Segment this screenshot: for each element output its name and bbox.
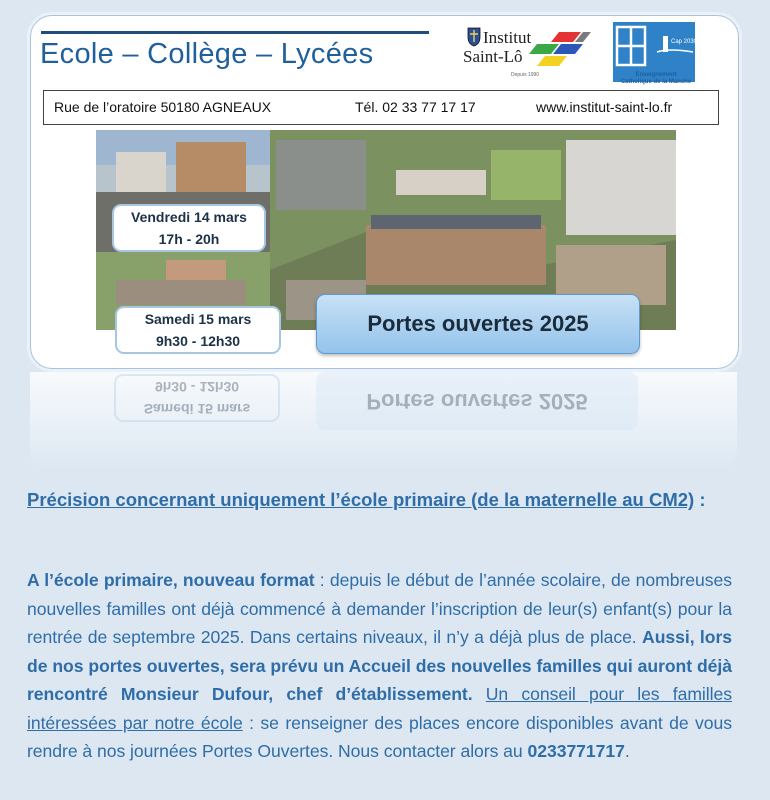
flyer-reflection bbox=[30, 372, 737, 472]
date-saturday-label: Samedi 15 mars bbox=[144, 311, 252, 327]
contact-phone-bold: 0233771717 bbox=[527, 741, 625, 761]
date-friday-label: Vendredi 14 mars bbox=[131, 209, 247, 225]
date-saturday-hours: 9h30 - 12h30 bbox=[155, 333, 241, 349]
primary-school-notice-body bbox=[27, 566, 732, 766]
logo-text-saint-lo: Saint-Lô bbox=[463, 47, 523, 66]
reflection-date bbox=[114, 374, 280, 422]
date-friday bbox=[112, 204, 266, 252]
logo-text-since: Depuis 1990 bbox=[511, 72, 540, 78]
website-link[interactable]: www.institut-saint-lo.fr bbox=[536, 99, 673, 115]
reflection-date-hours: 9h30 - 12h30 bbox=[154, 379, 240, 395]
title-rule bbox=[41, 31, 429, 34]
reflection-date-label: Samedi 15 mars bbox=[143, 401, 251, 417]
shield-icon bbox=[467, 27, 481, 47]
school-title: Ecole – Collège – Lycées bbox=[40, 38, 374, 70]
contact-bar bbox=[43, 90, 719, 125]
ec-caption: Enseignement Catholique de la Manche bbox=[620, 72, 692, 85]
date-friday-hours: 17h - 20h bbox=[158, 231, 220, 247]
institut-saint-lo-logo bbox=[459, 22, 594, 80]
reflection-banner: Portes ouvertes 2025 bbox=[316, 372, 638, 430]
precision-suffix: : bbox=[694, 489, 706, 510]
phone: Tél. 02 33 77 17 17 bbox=[355, 99, 476, 115]
body-lead-bold: A l’école primaire, nouveau format bbox=[27, 570, 315, 590]
logo-text-institut: Institut bbox=[483, 28, 532, 47]
open-days-banner: Portes ouvertes 2025 bbox=[316, 294, 640, 354]
address: Rue de l’oratoire 50180 AGNEAUX bbox=[54, 99, 272, 115]
body-advice-underlined: Un conseil pour les familles intéressées par notre école bbox=[27, 684, 732, 733]
body-text-1: : depuis le début de l’année scolaire, de nombreuses nouvelles familles ont déjà commencé à demander l’inscription de leur(s) enfant(s) pour la rentrée de septembre 2025. Dans certains niveaux, il n’y a déjà plus de place. bbox=[27, 570, 732, 647]
lighthouse-icon bbox=[613, 22, 698, 70]
color-stripes-icon bbox=[529, 32, 591, 66]
body-welcome-bold: Aussi, lors de nos portes ouvertes, sera prévu un Accueil des nouvelles familles qui auront déjà rencontré Monsieur Dufour, chef d’établissement. bbox=[27, 627, 733, 704]
date-saturday bbox=[115, 306, 281, 354]
body-end: . bbox=[624, 741, 630, 761]
primary-school-notice-heading bbox=[27, 487, 732, 512]
precision-underlined: Précision concernant uniquement l’école primaire (de la maternelle au CM2) bbox=[27, 489, 695, 510]
cap-badge: Cap 2030 bbox=[671, 39, 698, 45]
body-text-3: : se renseigner des places encore disponibles avant de vous rendre à nos journées Portes Ouvertes. Nous contacter alors au bbox=[27, 712, 733, 761]
